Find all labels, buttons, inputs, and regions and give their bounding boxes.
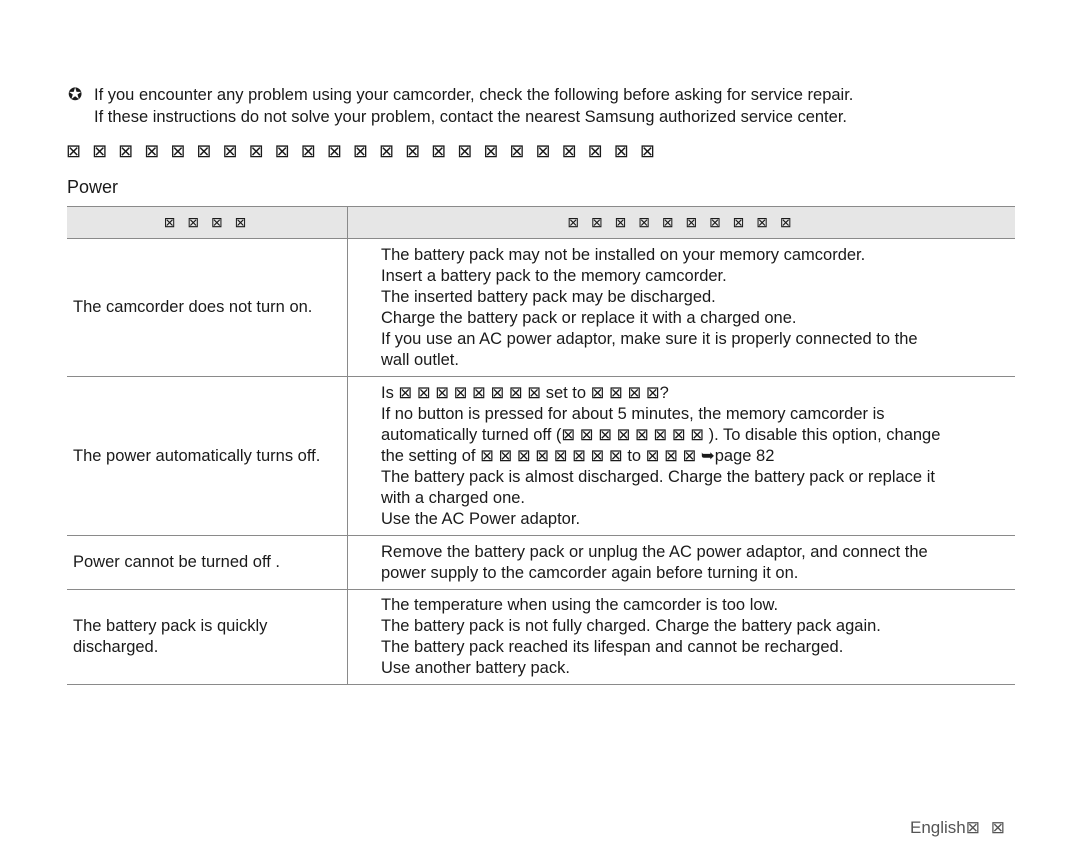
table-row bbox=[67, 590, 1015, 685]
table-header-row bbox=[67, 207, 1015, 239]
intro-note bbox=[68, 84, 853, 128]
explanation-line: Remove the battery pack or unplug the AC power adaptor, and connect the bbox=[381, 542, 928, 561]
page-number: ⊠ ⊠ bbox=[965, 818, 1008, 837]
explanation-line: Is ⊠ ⊠ ⊠ ⊠ ⊠ ⊠ ⊠ ⊠ set to ⊠ ⊠ ⊠ ⊠? bbox=[381, 383, 669, 402]
explanation-line: The battery pack is almost discharged. Charge the battery pack or replace it bbox=[381, 467, 935, 486]
explanation-line: If no button is pressed for about 5 minutes, the memory camcorder is bbox=[381, 404, 885, 423]
explanation-cell bbox=[348, 377, 1016, 536]
page-footer bbox=[910, 818, 1008, 838]
explanation-line: wall outlet. bbox=[381, 350, 459, 369]
symptom-column-header: ⊠ ⊠ ⊠ ⊠ bbox=[67, 207, 348, 239]
explanation-line: If you use an AC power adaptor, make sure it is properly connected to the bbox=[381, 329, 918, 348]
intro-line-1 bbox=[68, 84, 853, 106]
explanation-line: Use another battery pack. bbox=[381, 659, 570, 677]
table-row bbox=[67, 536, 1015, 590]
troubleshooting-table bbox=[67, 206, 1015, 685]
explanation-line: The battery pack is not fully charged. Charge the battery pack again. bbox=[381, 617, 881, 635]
explanation-cell bbox=[348, 590, 1016, 685]
intro-text-2: If these instructions do not solve your problem, contact the nearest Samsung authorized service center. bbox=[94, 108, 847, 126]
explanation-line: The inserted battery pack may be discharged. bbox=[381, 287, 716, 306]
explanation-column-header: ⊠ ⊠ ⊠ ⊠ ⊠ ⊠ ⊠ ⊠ ⊠ ⊠ bbox=[348, 207, 1016, 239]
intro-line-2 bbox=[68, 106, 853, 128]
footer-language: English bbox=[910, 818, 966, 837]
symptom-cell: The battery pack is quickly discharged. bbox=[67, 590, 348, 685]
explanation-line: Use the AC Power adaptor. bbox=[381, 509, 581, 528]
explanation-line: Charge the battery pack or replace it with a charged one. bbox=[381, 308, 797, 327]
symptom-cell: Power cannot be turned off . bbox=[67, 536, 348, 590]
explanation-line: power supply to the camcorder again before turning it on. bbox=[381, 563, 799, 582]
explanation-line: automatically turned off (⊠ ⊠ ⊠ ⊠ ⊠ ⊠ ⊠ ⊠ ). To disable this option, change bbox=[381, 425, 941, 444]
table-row bbox=[67, 239, 1015, 377]
explanation-line: The battery pack may not be installed on your memory camcorder. bbox=[381, 245, 866, 264]
explanation-line: The battery pack reached its lifespan and cannot be recharged. bbox=[381, 638, 844, 656]
explanation-cell bbox=[348, 239, 1016, 377]
explanation-cell bbox=[348, 536, 1016, 590]
table-row bbox=[67, 377, 1015, 536]
page-heading: ⊠ ⊠ ⊠ ⊠ ⊠ ⊠ ⊠ ⊠ ⊠ ⊠ ⊠ ⊠ ⊠ ⊠ ⊠ ⊠ ⊠ ⊠ ⊠ ⊠ ⊠ ⊠ ⊠ bbox=[66, 141, 658, 161]
symptom-cell: The power automatically turns off. bbox=[67, 377, 348, 536]
symptom-cell: The camcorder does not turn on. bbox=[67, 239, 348, 377]
note-bullet-icon: ✪ bbox=[68, 85, 83, 104]
intro-text-1: If you encounter any problem using your camcorder, check the following before asking for service repair. bbox=[94, 86, 854, 104]
explanation-line: the setting of ⊠ ⊠ ⊠ ⊠ ⊠ ⊠ ⊠ ⊠ to ⊠ ⊠ ⊠ ➥page 82 bbox=[381, 446, 775, 465]
section-title: Power bbox=[67, 177, 119, 197]
explanation-line: The temperature when using the camcorder is too low. bbox=[381, 596, 779, 614]
explanation-line: with a charged one. bbox=[381, 488, 526, 507]
explanation-line: Insert a battery pack to the memory camcorder. bbox=[381, 266, 727, 285]
